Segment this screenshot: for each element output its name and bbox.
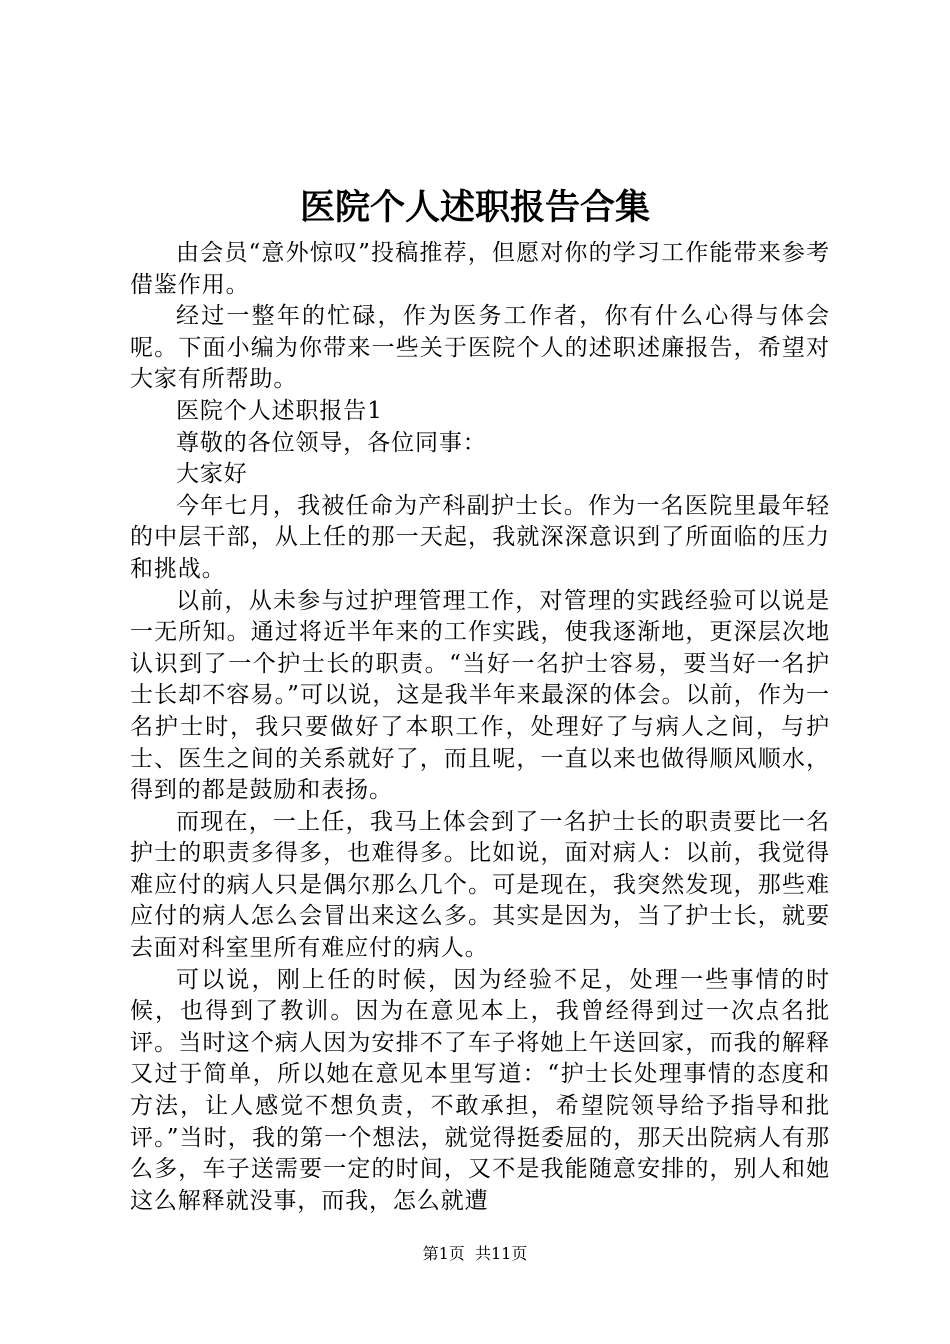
salutation: 尊敬的各位领导，各位同事： (176, 429, 487, 456)
total-pages: 共11页 (474, 1244, 528, 1263)
section-heading: 医院个人述职报告1 (176, 397, 383, 424)
greeting: 大家好 (176, 461, 248, 488)
document-body (130, 238, 830, 1217)
paragraph-body: 而现在，一上任，我马上体会到了一名护士长的职责要比一名护士的职责多得多，也难得多。比如说，面对病人：以前，我觉得难应付的病人只是偶尔那么几个。可是现在，我突然发现，那些难应付的病人怎么会冒出来这么多。其实是因为，当了护士长，就要去面对科室里所有难应付的病人。 (130, 808, 830, 962)
page-footer (0, 1244, 950, 1264)
document-title: 医院个人述职报告合集 (299, 187, 650, 228)
paragraph-intro: 由会员“意外惊叹”投稿推荐，但愿对你的学习工作能带来参考借鉴作用。 (130, 240, 830, 298)
paragraph-body: 以前，从未参与过护理管理工作，对管理的实践经验可以说是一无所知。通过将近半年来的工作实践，使我逐渐地，更深层次地认识到了一个护士长的职责。“当好一名护士容易，要当好一名护士长却不容易。”可以说，这是我半年来最深的体会。以前，作为一名护士时，我只要做好了本职工作，处理好了与病人之间，与护士、医生之间的关系就好了，而且呢，一直以来也做得顺风顺水，得到的都是鼓励和表扬。 (130, 587, 830, 804)
paragraph-body: 今年七月，我被任命为产科副护士长。作为一名医院里最年轻的中层干部，从上任的那一天起，我就深深意识到了所面临的压力和挑战。 (130, 492, 830, 582)
page-number: 第1页 (422, 1244, 465, 1263)
paragraph-summary: 经过一整年的忙碌，作为医务工作者，你有什么心得与体会呢。下面小编为你带来一些关于医院个人的述职述廉报告，希望对大家有所帮助。 (130, 303, 830, 393)
paragraph-body: 可以说，刚上任的时候，因为经验不足，处理一些事情的时候，也得到了教训。因为在意见本上，我曾经得到过一次点名批评。当时这个病人因为安排不了车子将她上午送回家，而我的解释又过于简单，所以她在意见本里写道：“护士长处理事情的态度和方法，让人感觉不想负责，不敢承担，希望院领导给予指导和批评。”当时，我的第一个想法，就觉得挺委屈的，那天出院病人有那么多，车子送需要一定的时间，又不是我能随意安排的，别人和她这么解释就没事，而我，怎么就遭 (130, 966, 830, 1214)
